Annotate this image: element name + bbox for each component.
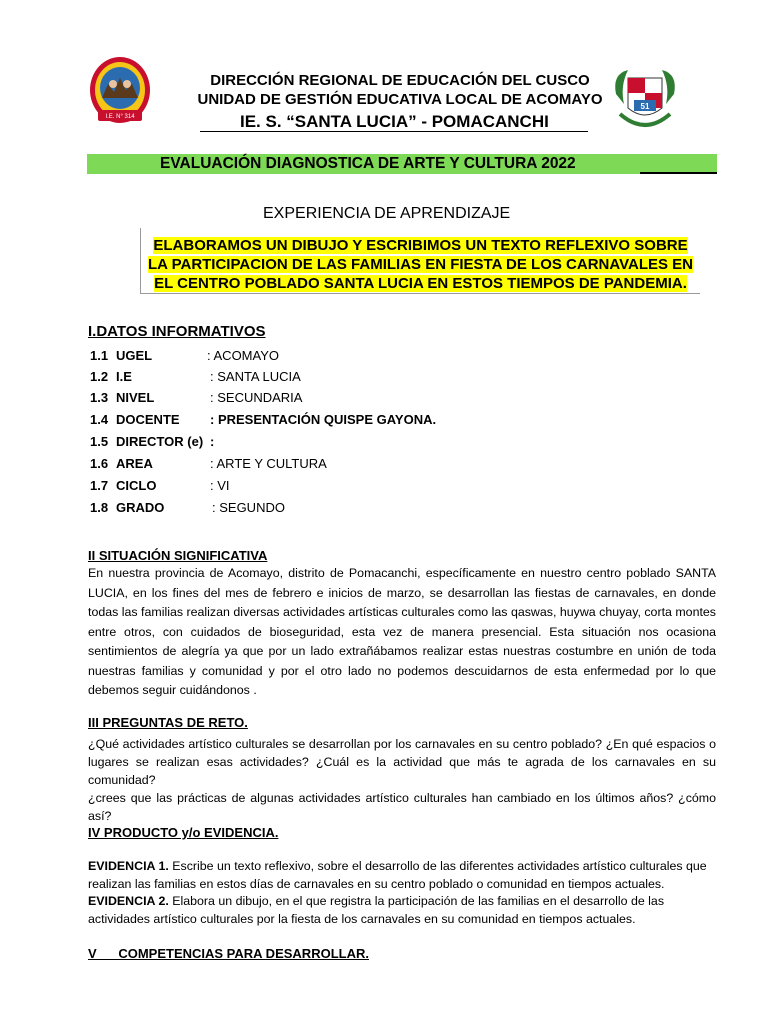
evidencia-1: EVIDENCIA 1. Escribe un texto reflexivo, sobre el desarrollo de las diferentes actividades artístico culturales que realizan las familias en estos días de carnavales en su centro poblado o comunidad en tiempos actuales. xyxy=(88,859,707,891)
preguntas-section-title: III PREGUNTAS DE RETO. xyxy=(88,715,248,730)
header-line-2: UNIDAD DE GESTIÓN EDUCATIVA LOCAL DE ACOMAYO xyxy=(197,91,603,108)
eval-title: EVALUACIÓN DIAGNOSTICA DE ARTE Y CULTURA 2022 xyxy=(160,155,576,172)
preguntas-text-2: ¿crees que las prácticas de algunas actividades artístico culturales han cambiado en los últimos años? ¿cómo así? xyxy=(88,791,716,823)
experience-line: ELABORAMOS UN DIBUJO Y ESCRIBIMOS UN TEXTO REFLEXIVO SOBRE xyxy=(153,237,688,254)
coat-of-arms-text: 51 xyxy=(640,102,650,111)
evidencia-2: EVIDENCIA 2. Elabora un dibujo, en el que registra la participación de las familias en el desarrollo de las actividades artístico culturales por la fiesta de los carnavales en su comunidad en tiempos actuales. xyxy=(88,894,665,926)
eval-title-underline xyxy=(640,172,717,174)
experience-box xyxy=(140,228,700,294)
experience-line: EL CENTRO POBLADO SANTA LUCIA EN ESTOS TIEMPOS DE PANDEMIA. xyxy=(154,275,687,292)
header-underline xyxy=(200,131,588,132)
preguntas-text-1: ¿Qué actividades artístico culturales se desarrollan por los carnavales en su centro poblado? ¿En qué espacios o lugares se realizan esas actividades? ¿Cuál es la actividad que más te agrada de los carnavales en su comunidad? xyxy=(88,737,716,787)
producto-section-title: IV PRODUCTO y/o EVIDENCIA. xyxy=(88,825,279,840)
school-logo xyxy=(88,56,152,128)
experience-title: EXPERIENCIA DE APRENDIZAJE xyxy=(263,205,511,222)
preguntas-paragraph xyxy=(88,735,716,825)
school-logo-text: I.E. N° 314 xyxy=(105,114,135,120)
datos-section-title: I.DATOS INFORMATIVOS xyxy=(88,323,266,340)
situacion-section-title: II SITUACIÓN SIGNIFICATIVA xyxy=(88,548,268,563)
header-school-name: IE. S. “SANTA LUCIA” - POMACANCHI xyxy=(240,112,549,131)
producto-paragraph xyxy=(88,858,716,928)
header-line-1: DIRECCIÓN REGIONAL DE EDUCACIÓN DEL CUSCO xyxy=(210,72,590,89)
competencias-section-title: V COMPETENCIAS PARA DESARROLLAR. xyxy=(88,946,369,961)
situacion-paragraph: En nuestra provincia de Acomayo, distrito de Pomacanchi, específicamente en nuestro centro poblado SANTA LUCIA, en los fines del mes de febrero e inicios de marzo, se desarrollan las fiestas de carnavales, en donde todas las familias realizan diversas actividades artísticas culturales como las qaswas, huywa chuyay, corta montes entre otros, con cuidados de bioseguridad, esta vez de manera presencial. Esta situación nos ocasiona sentimientos de alegría ya que por un lado extrañábamos realizar estas nuestras costumbre en unión de toda nuestras familias y comunidad y por el otro lado no podemos descuidarnos de esta enfermedad por lo que debemos seguir cuidándonos . xyxy=(88,566,716,697)
experience-line: LA PARTICIPACION DE LAS FAMILIAS EN FIESTA DE LOS CARNAVALES EN xyxy=(147,256,694,273)
